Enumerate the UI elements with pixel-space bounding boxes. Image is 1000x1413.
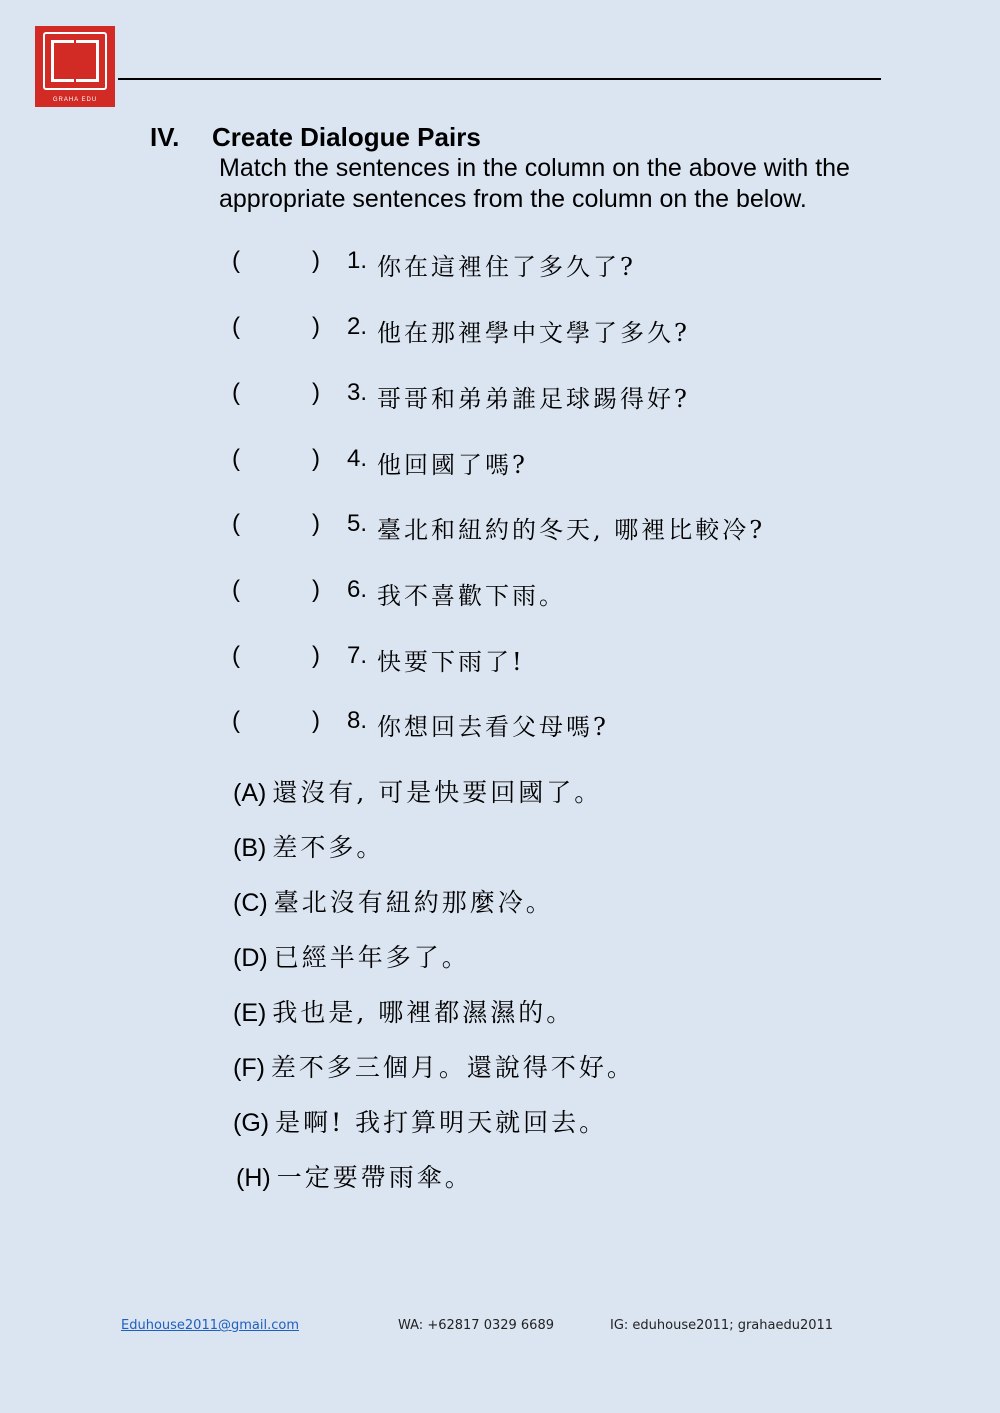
answer-text: 臺北沒有紐約那麼冷。 (273, 888, 554, 917)
question-number: 6. (347, 576, 368, 603)
question-number: 4. (347, 445, 368, 472)
answer-text: 我也是, 哪裡都濕濕的。 (272, 998, 575, 1027)
answer-label: (F) (233, 1054, 265, 1082)
answer-text: 是啊! 我打算明天就回去。 (275, 1108, 608, 1137)
answer-blank-close: ) (312, 247, 320, 274)
logo-caption: GRAHA EDU (52, 97, 98, 103)
answer-option (233, 828, 384, 862)
footer-email-link[interactable]: Eduhouse2011@gmail.com (121, 1318, 299, 1333)
answer-option (233, 1048, 635, 1082)
question-text: 哥哥和弟弟誰足球踢得好? (377, 385, 690, 413)
question-number: 8. (347, 707, 368, 734)
answer-blank-close: ) (312, 642, 320, 669)
section-title: Create Dialogue Pairs (212, 122, 481, 152)
question-text: 他回國了嗎? (377, 451, 528, 479)
answer-label: (G) (233, 1109, 270, 1137)
answer-blank-open: ( (232, 247, 240, 274)
question-text: 你在這裡住了多久了? (377, 253, 636, 281)
answer-text: 還沒有, 可是快要回國了。 (272, 778, 603, 807)
answer-label: (B) (233, 834, 267, 862)
question-number: 7. (347, 642, 368, 669)
question-text: 他在那裡學中文學了多久? (377, 319, 690, 347)
question-number: 2. (347, 313, 368, 340)
answer-option (233, 773, 602, 807)
answer-text: 一定要帶雨傘。 (276, 1163, 473, 1192)
answer-option (233, 993, 574, 1027)
section-number: IV. (150, 122, 180, 152)
answer-blank-open: ( (232, 642, 240, 669)
question-text: 我不喜歡下雨。 (377, 582, 566, 610)
answer-text: 差不多。 (272, 833, 385, 862)
header-rule (118, 78, 881, 80)
question-text: 臺北和紐約的冬天, 哪裡比較冷? (377, 516, 766, 544)
answer-blank-close: ) (312, 707, 320, 734)
answer-blank-close: ) (312, 379, 320, 406)
logo (35, 26, 115, 107)
question-text: 快要下雨了! (377, 648, 525, 676)
answer-option (233, 938, 470, 972)
answer-label: (D) (233, 944, 268, 972)
answer-option (236, 1158, 473, 1192)
question-number: 1. (347, 247, 368, 274)
answer-option (233, 1103, 607, 1137)
footer-instagram: IG: eduhouse2011; grahaedu2011 (610, 1318, 834, 1333)
answer-blank-open: ( (232, 707, 240, 734)
answer-text: 差不多三個月。還說得不好。 (270, 1053, 635, 1082)
answer-label: (A) (233, 779, 267, 807)
answer-label: (C) (233, 889, 268, 917)
footer-whatsapp: WA: +62817 0329 6689 (398, 1318, 554, 1333)
answer-text: 已經半年多了。 (273, 943, 470, 972)
answer-blank-close: ) (312, 576, 320, 603)
question-number: 5. (347, 510, 368, 537)
question-text: 你想回去看父母嗎? (377, 713, 609, 741)
answer-label: (E) (233, 999, 267, 1027)
logo-seal (43, 32, 107, 90)
answer-blank-close: ) (312, 510, 320, 537)
section-instruction: Match the sentences in the column on the above with the appropriate sentences from the column on the below. (219, 154, 850, 213)
answer-blank-open: ( (232, 313, 240, 340)
answer-blank-open: ( (232, 510, 240, 537)
question-number: 3. (347, 379, 368, 406)
answer-label: (H) (236, 1164, 271, 1192)
answer-blank-open: ( (232, 445, 240, 472)
answer-blank-open: ( (232, 576, 240, 603)
answer-option (233, 883, 554, 917)
answer-blank-close: ) (312, 313, 320, 340)
answer-blank-close: ) (312, 445, 320, 472)
answer-blank-open: ( (232, 379, 240, 406)
